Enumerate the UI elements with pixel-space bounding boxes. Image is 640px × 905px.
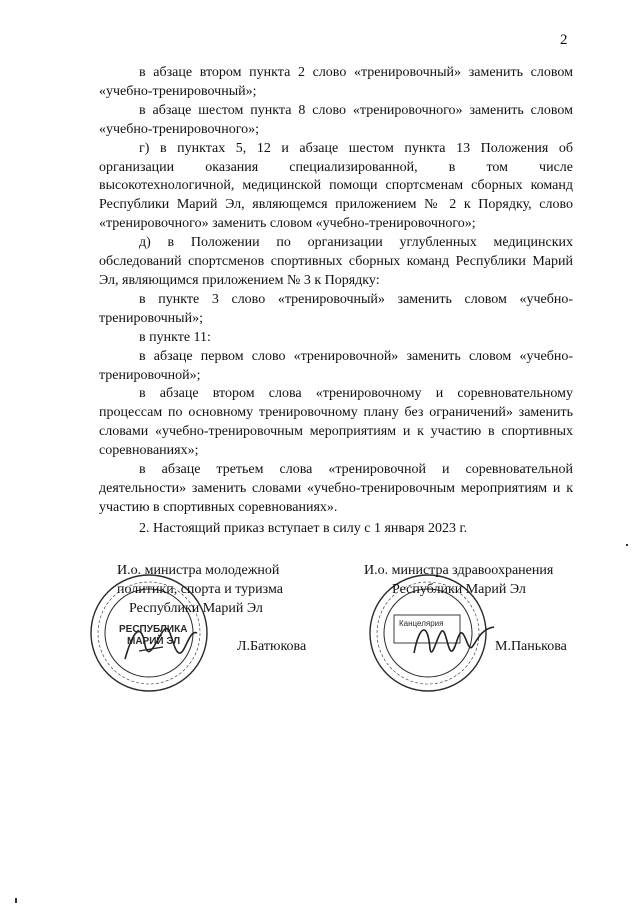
svg-text:Канцелярия: Канцелярия <box>399 619 444 628</box>
scan-speck <box>15 898 17 903</box>
paragraph: в пункте 11: <box>139 329 211 345</box>
svg-text:РЕСПУБЛИКА: РЕСПУБЛИКА <box>119 624 188 635</box>
signer-name: М.Панькова <box>495 639 567 654</box>
handwritten-signature-left <box>119 611 214 671</box>
signature-block-left <box>99 563 334 693</box>
paragraph: в абзаце втором пункта 2 слово «тренировочный» заменить словом «учебно-тренировочный»; <box>99 65 573 99</box>
paragraph: в абзаце третьем слова «тренировочной и соревновательной деятельности» заменить словами «учебно-тренировочным мероприятиям и к участию в спортивных соревнованиях». <box>99 462 573 515</box>
signer-title-line: Республики Марий Эл <box>129 601 263 616</box>
paragraph: в абзаце первом слово «тренировочной» заменить словом «учебно-тренировочной»; <box>99 348 573 383</box>
document-body <box>99 64 573 539</box>
svg-text:МАРИЙ ЭЛ: МАРИЙ ЭЛ <box>127 636 181 647</box>
signer-title-line: политики, спорта и туризма <box>117 582 283 597</box>
handwritten-signature-right <box>410 613 500 668</box>
signature-block-right <box>358 563 578 693</box>
paragraph: д) в Положении по организации углубленных медицинских обследований спортсменов спортивных сборных команд Республики Марий Эл, являющимся приложением № 3 к Порядку: <box>99 235 573 288</box>
page-number: 2 <box>560 32 568 48</box>
signer-name: Л.Батюкова <box>237 639 307 654</box>
signer-title-line: И.о. министра молодежной <box>117 563 280 578</box>
paragraph: г) в пунктах 5, 12 и абзаце шестом пункта 13 Положения об организации оказания специализированной, в том числе высокотехнологичной, медицинской помощи спортсменам сборных команд Республики Марий Эл, являющемся приложением № 2 к Порядку, слово «тренировочного» заменить словом «учебно-тренировочного»; <box>99 140 573 232</box>
scan-speck <box>626 544 628 546</box>
paragraph: в абзаце втором слова «тренировочному и соревновательному процессам по основному тренировочному плану без ограничений» заменить словами «учебно-тренировочным мероприятиям и к участию в спортивных соревнованиях»; <box>99 386 573 459</box>
effective-date-paragraph: 2. Настоящий приказ вступает в силу с 1 января 2023 г. <box>139 520 468 536</box>
paragraph: в абзаце шестом пункта 8 слово «тренировочного» заменить словом «учебно-тренировочного»; <box>99 102 573 137</box>
paragraph: в пункте 3 слово «тренировочный» заменить словом «учебно-тренировочный»; <box>99 291 573 326</box>
signer-title-line: Республики Марий Эл <box>392 582 526 597</box>
signer-title-line: И.о. министра здравоохранения <box>364 563 554 578</box>
